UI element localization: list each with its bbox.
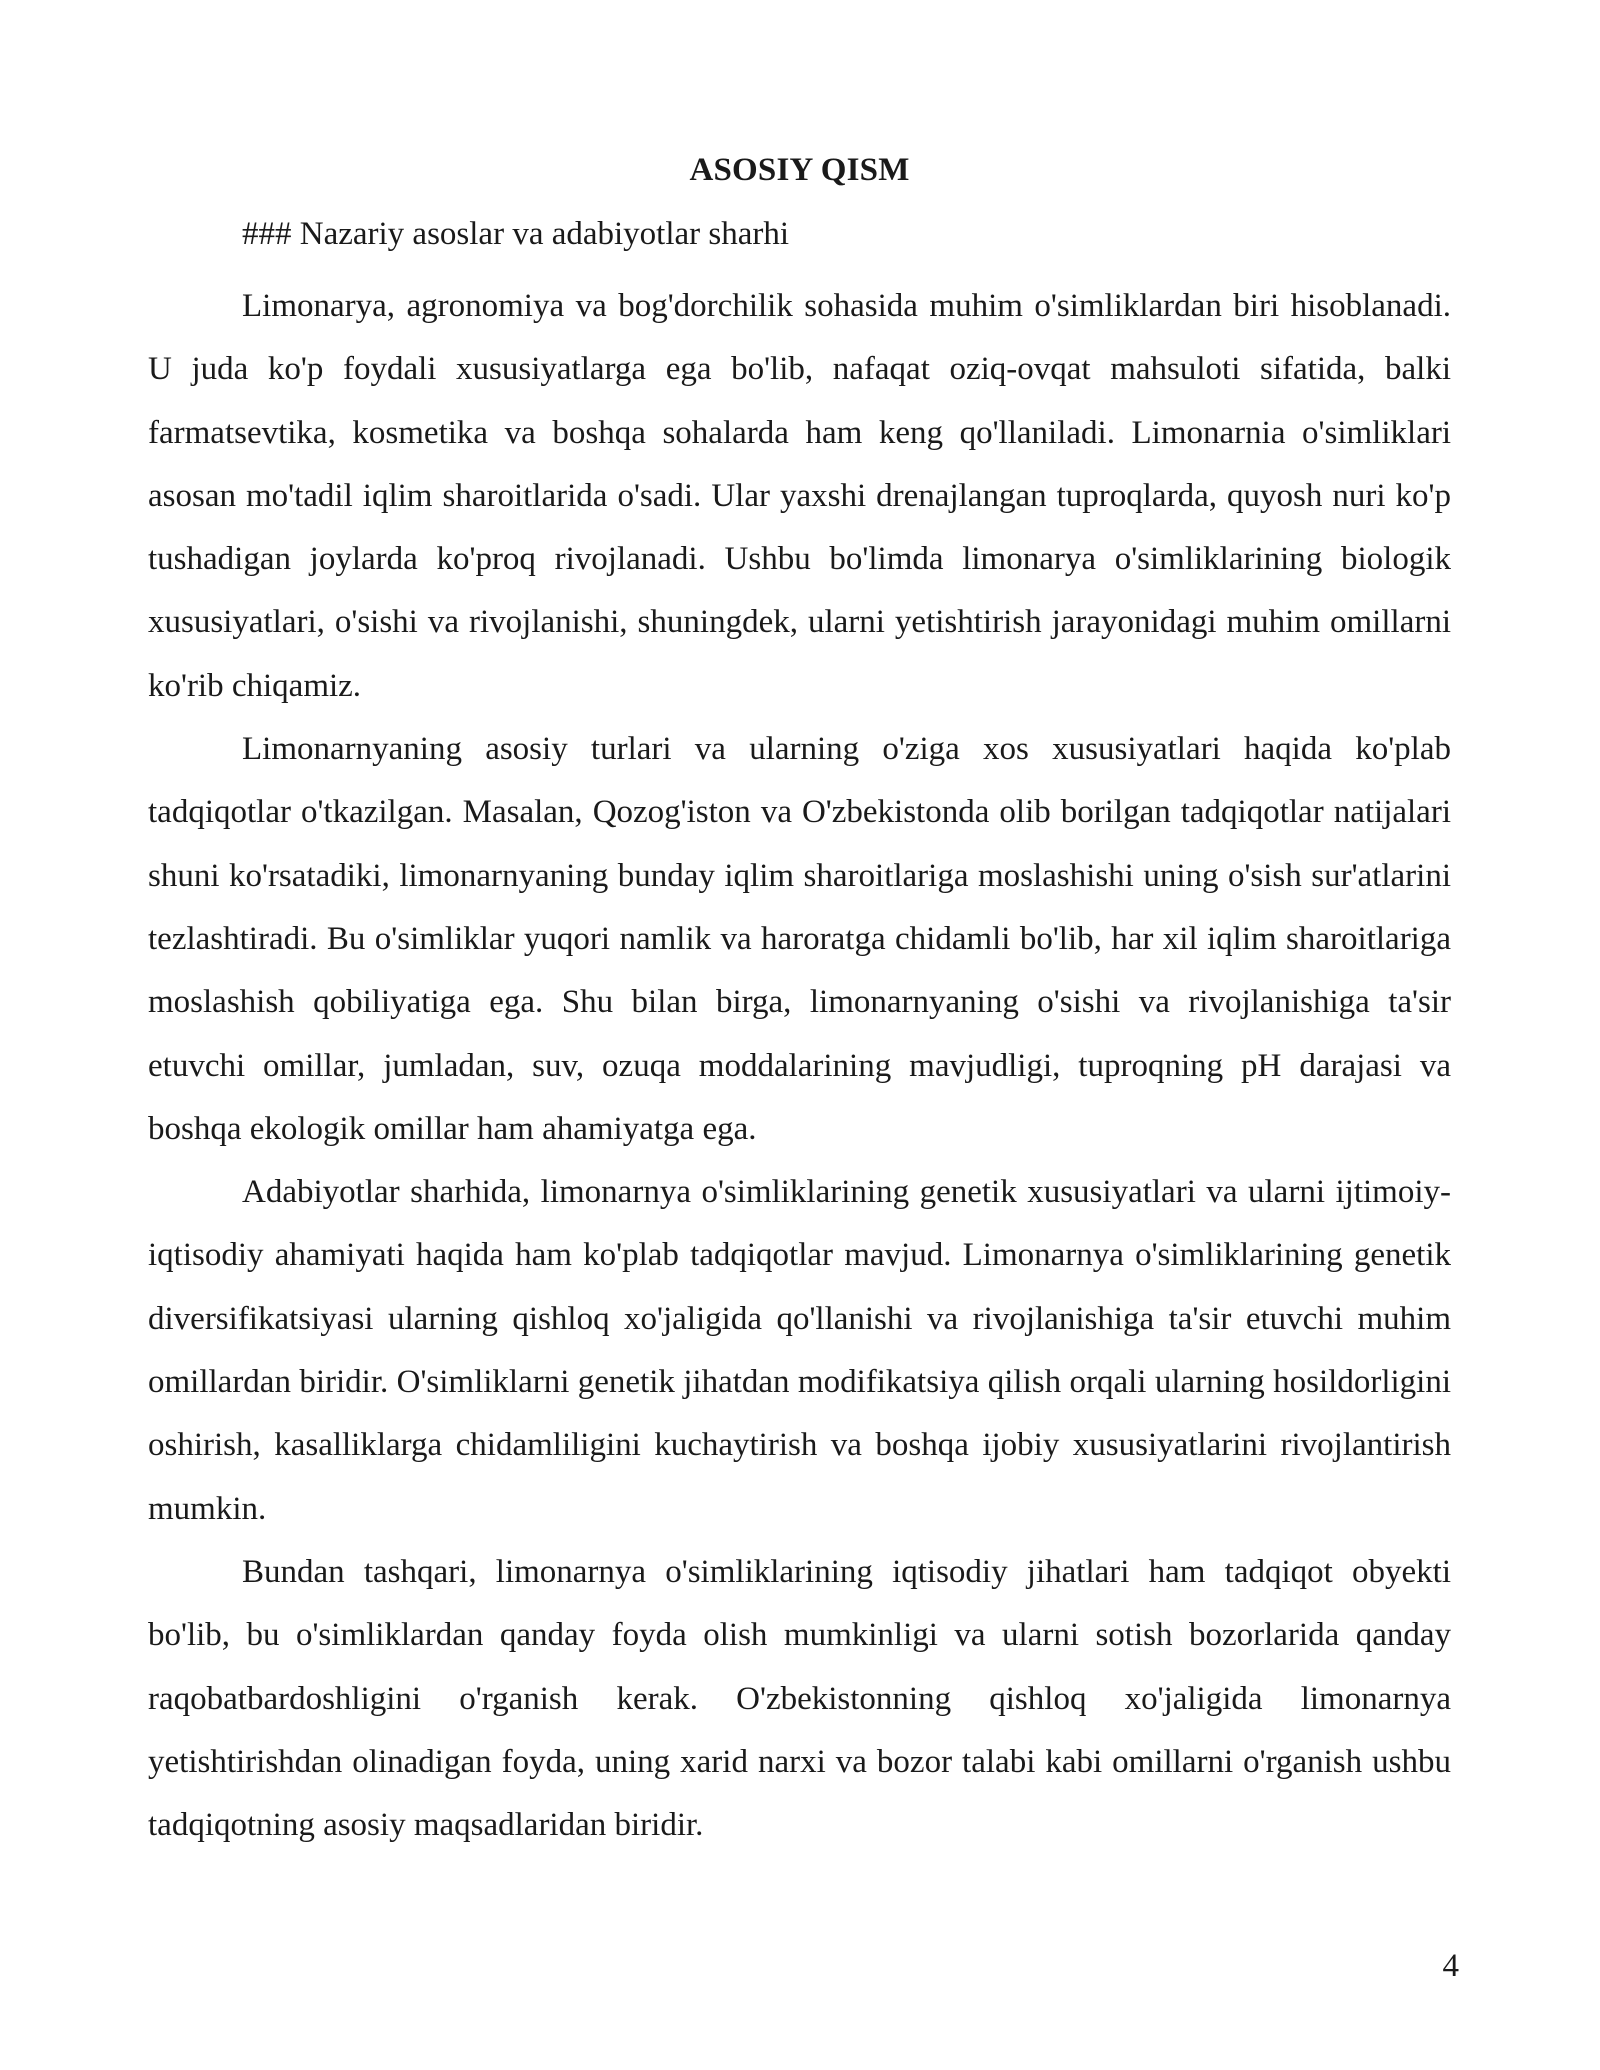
paragraph-2: Limonarnyaning asosiy turlari va ularning o'ziga xos xususiyatlari haqida ko'plab tadqiqotlar o'tkazilgan. Masalan, Qozog'iston va O'zbekistonda olib borilgan tadqiqotlar natijalari shuni ko'rsatadiki, limonarnyaning bunday iqlim sharoitlariga moslashishi uning o'sish sur'atlarini tezlashtiradi. Bu o'simliklar yuqori namlik va haroratga chidamli bo'lib, har xil iqlim sharoitlariga moslashish qobiliyatiga ega. Shu bilan birga, limonarnyaning o'sishi va rivojlanishiga ta'sir etuvchi omillar, jumladan, suv, ozuqa moddalarining mavjudligi, tuproqning pH darajasi va boshqa ekologik omillar ham ahamiyatga ega.: [148, 731, 1451, 1147]
paragraph-4: Bundan tashqari, limonarnya o'simliklarining iqtisodiy jihatlari ham tadqiqot obyekti bo'lib, bu o'simliklardan qanday foyda olish mumkinligi va ularni sotish bozorlarida qanday raqobatbardoshligini o'rganish kerak. O'zbekistonning qishloq xo'jaligida limonarnya yetishtirishdan olinadigan foyda, uning xarid narxi va bozor talabi kabi omillarni o'rganish ushbu tadqiqotning asosiy maqsadlaridan biridir.: [148, 1553, 1451, 1844]
section-title: ASOSIY QISM: [689, 152, 910, 188]
page-number: 4: [1442, 1948, 1459, 1984]
document-page: [148, 148, 1451, 1857]
section-subheading: ### Nazariy asoslar va adabiyotlar sharhi: [242, 216, 790, 252]
paragraph-1: Limonarya, agronomiya va bog'dorchilik sohasida muhim o'simliklardan biri hisoblanadi. U juda ko'p foydali xususiyatlarga ega bo'lib, nafaqat oziq-ovqat mahsuloti sifatida, balki farmatsevtika, kosmetika va boshqa sohalarda ham keng qo'llaniladi. Limonarnia o'simliklari asosan mo'tadil iqlim sharoitlarida o'sadi. Ular yaxshi drenajlangan tuproqlarda, quyosh nuri ko'p tushadigan joylarda ko'proq rivojlanadi. Ushbu bo'limda limonarya o'simliklarining biologik xususiyatlari, o'sishi va rivojlanishi, shuningdek, ularni yetishtirish jarayonidagi muhim omillarni ko'rib chiqamiz.: [148, 288, 1451, 704]
paragraph-3: Adabiyotlar sharhida, limonarnya o'simliklarining genetik xususiyatlari va ularni ijtimoiy-iqtisodiy ahamiyati haqida ham ko'plab tadqiqotlar mavjud. Limonarnya o'simliklarining genetik diversifikatsiyasi ularning qishloq xo'jaligida qo'llanishi va rivojlanishiga ta'sir etuvchi muhim omillardan biridir. O'simliklarni genetik jihatdan modifikatsiya qilish orqali ularning hosildorligini oshirish, kasalliklarga chidamliligini kuchaytirish va boshqa ijobiy xususiyatlarini rivojlantirish mumkin.: [148, 1174, 1451, 1527]
